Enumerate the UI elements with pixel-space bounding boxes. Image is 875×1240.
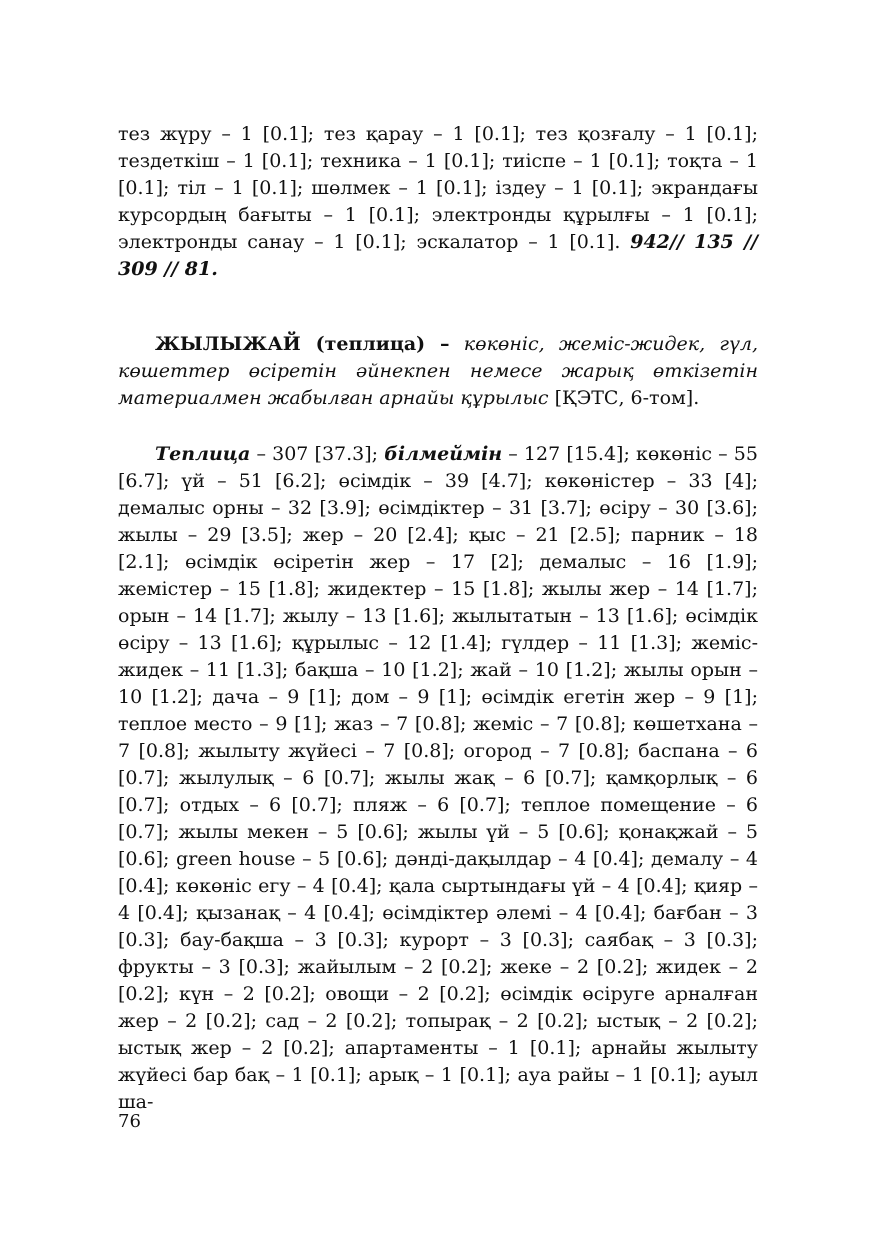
page-number: 76 [118, 1111, 141, 1132]
continued-paragraph [118, 121, 758, 283]
dictionary-entry [118, 331, 758, 412]
response-paragraph [118, 441, 758, 1116]
response-list [118, 441, 758, 1116]
entry-headword: ЖЫЛЫЖАЙ (теплица) – [155, 333, 450, 355]
entry-paragraph [118, 331, 758, 412]
entry-source: [ҚЭТС, 6-том]. [548, 387, 700, 409]
response-part-2: – 127 [15.4]; көкөніс – 55 [6.7]; үй – 51 [6.2]; өсімдік – 39 [4.7]; көкөністер – 33 [4]; демалыс орны – 32 [3.9]; өсімдіктер – 31 [3.7]; өсіру – 30 [3.6]; жылы – 29 [3.5]; жер – 20 [2.4]; қыс – 21 [2.5]; парник – 18 [2.1]; өсімдік өсіретін жер – 17 [2]; демалыс – 16 [1.9]; жемістер – 15 [1.8]; жидектер – 15 [1.8]; жылы жер – 14 [1.7]; орын – 14 [1.7]; жылу – 13 [1.6]; жылытатын – 13 [1.6]; өсімдік өсіру – 13 [1.6]; құрылыс – 12 [1.4]; гүлдер – 11 [1.3]; жеміс-жидек – 11 [1.3]; бақша – 10 [1.2]; жай – 10 [1.2]; жылы орын – 10 [1.2]; дача – 9 [1]; дом – 9 [1]; өсімдік егетін жер – 9 [1]; теплое место – 9 [1]; жаз – 7 [0.8]; жеміс – 7 [0.8]; көшетхана – 7 [0.8]; жылыту жүйесі – 7 [0.8]; огород – 7 [0.8]; баспана – 6 [0.7]; жылулық – 6 [0.7]; жылы жақ – 6 [0.7]; қамқорлық – 6 [0.7]; отдых – 6 [0.7]; пляж – 6 [0.7]; теплое помещение – 6 [0.7]; жылы мекен – 5 [0.6]; жылы үй – 5 [0.6]; қонақжай – 5 [0.6]; green house – 5 [0.6]; дәнді-дақылдар – 4 [0.4]; демалу – 4 [0.4]; көкөніс егу – 4 [0.4]; қала сыртындағы үй – 4 [0.4]; қияр – 4 [0.4]; қызанақ – 4 [0.4]; өсімдіктер әлемі – 4 [0.4]; бағбан – 3 [0.3]; бау-бақша – 3 [0.3]; курорт – 3 [0.3]; саябақ – 3 [0.3]; фрукты – 3 [0.3]; жайылым – 2 [0.2]; жеке – 2 [0.2]; жидек – 2 [0.2]; күн – 2 [0.2]; овощи – 2 [0.2]; өсімдік өсіруге арналған жер – 2 [0.2]; сад – 2 [0.2]; топырақ – 2 [0.2]; ыстық – 2 [0.2]; ыстық жер – 2 [0.2]; апартаменты – 1 [0.1]; арнайы жылыту жүйесі бар бақ – 1 [0.1]; арық – 1 [0.1]; ауа райы – 1 [0.1]; ауыл ша- [118, 443, 758, 1113]
response-totals: 942// 135 // 309 // 81. [118, 231, 758, 280]
entry-definition: көкөніс, жеміс-жидек, гүл, көшеттер өсіретін әйнекпен немесе жарық өткізетін материалмен жабылған арнайы құрылыс [118, 333, 759, 409]
continued-response-list [118, 121, 758, 283]
response-first-word: Теплица [155, 443, 251, 465]
response-list-text: тез жүру – 1 [0.1]; тез қарау – 1 [0.1]; тез қозғалу – 1 [0.1]; тездеткіш – 1 [0.1]; техника – 1 [0.1]; тиіспе – 1 [0.1]; тоқта – 1 [0.1]; тіл – 1 [0.1]; шөлмек – 1 [0.1]; іздеу – 1 [0.1]; экрандағы курсордың бағыты – 1 [0.1]; электронды құрылғы – 1 [0.1]; электронды санау – 1 [0.1]; эскалатор – 1 [0.1]. [118, 123, 758, 253]
response-second-word: білмеймін [384, 443, 503, 465]
response-part-1: – 307 [37.3]; [250, 443, 385, 465]
